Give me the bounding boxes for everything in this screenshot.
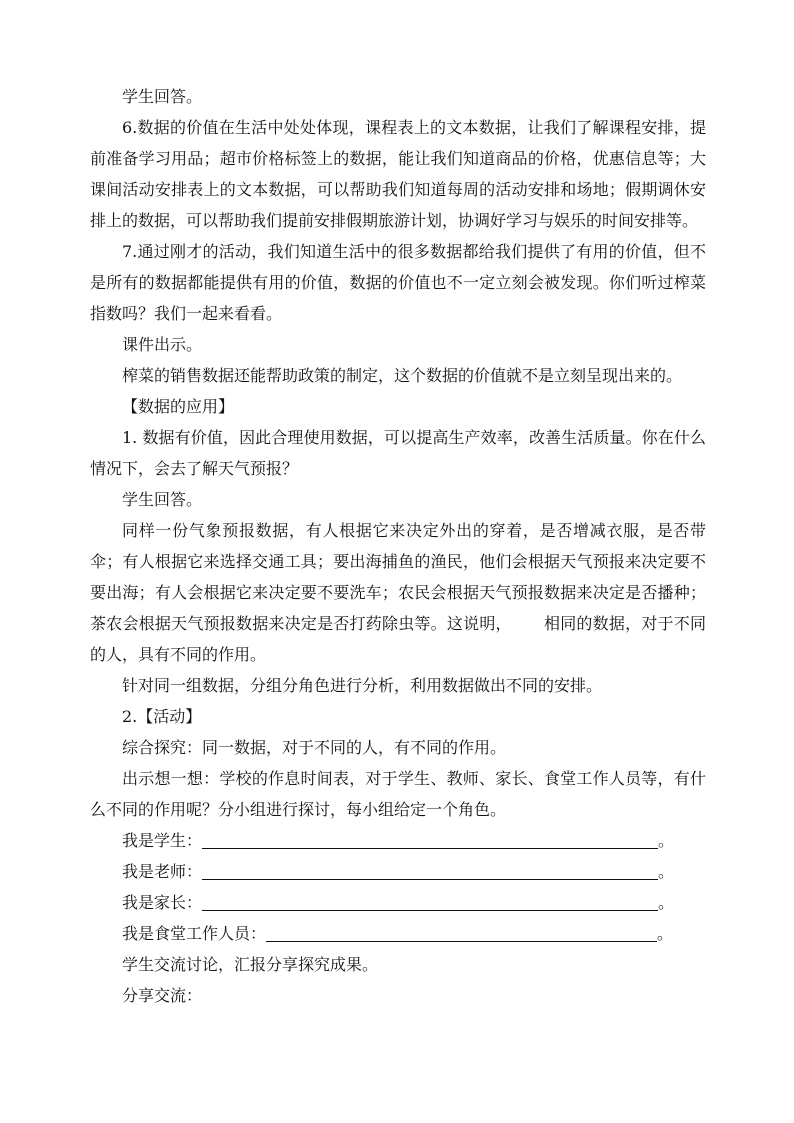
paragraph-think: 出示想一想：学校的作息时间表，对于学生、教师、家长、食堂工作人员等，有什么不同的作用呢？分小组进行探讨，每小组给定一个角色。 <box>90 769 706 819</box>
paragraph-weather-uses <box>90 515 706 670</box>
paragraph-weather-question: 1. 数据有价值，因此合理使用数据，可以提高生产效率，改善生活质量。你在什么情况下，会去了解天气预报？ <box>90 428 706 478</box>
paragraph-weather-uses-part1: 同样一份气象预报数据，有人根据它来决定外出的穿着，是否增减衣服，是否带伞；有人根据它来选择交通工具；要出海捕鱼的渔民，他们会根据天气预报来决定要不要出海；有人会根据它来决定要不要洗车；农民会根据天气预报数据来决定是否播种；茶农会根据天气预报数据来决定是否打药除虫等。这说明， <box>90 521 706 633</box>
role-label-canteen: 我是食堂工作人员： <box>122 924 267 943</box>
role-line-student <box>90 825 706 856</box>
paragraph-data-value: 6.数据的价值在生活中处处体现，课程表上的文本数据，让我们了解课程安排，提前准备学习用品；超市价格标签上的数据，能让我们知道商品的价格，优惠信息等；大课间活动安排表上的文本数据，可以帮助我们知道每周的活动安排和场地；假期调休安排上的数据，可以帮助我们提前安排假期旅游计划，协调好学习与娱乐的时间安排等。 <box>90 118 706 230</box>
role-line-parent <box>90 887 706 918</box>
role-label-student: 我是学生： <box>122 831 203 850</box>
paragraph-group-analysis: 针对同一组数据，分组分角色进行分析，利用数据做出不同的安排。 <box>122 676 603 695</box>
section-heading-activity: 2.【活动】 <box>122 707 202 726</box>
fill-blank-parent[interactable] <box>202 888 658 911</box>
paragraph-courseware: 课件出示。 <box>122 335 203 354</box>
fill-blank-canteen[interactable] <box>266 919 657 942</box>
fill-blank-student[interactable] <box>202 826 658 849</box>
role-label-parent: 我是家长： <box>122 893 203 912</box>
paragraph-zhacai-intro: 7.通过刚才的活动，我们知道生活中的很多数据都给我们提供了有用的价值，但不是所有的数据都能提供有用的价值，数据的价值也不一定立刻会被发现。你们听过榨菜指数吗？我们一起来看看。 <box>90 242 706 323</box>
paragraph-student-answer-1: 学生回答。 <box>122 87 203 106</box>
role-line-end: 。 <box>658 893 675 912</box>
paragraph-discussion: 学生交流讨论，汇报分享探究成果。 <box>122 955 379 974</box>
role-line-canteen <box>90 918 706 949</box>
paragraph-share: 分享交流： <box>122 986 203 1005</box>
document-body <box>90 81 706 1011</box>
role-line-end: 。 <box>658 862 675 881</box>
paragraph-inquiry: 综合探究：同一数据，对于不同的人，有不同的作用。 <box>122 738 507 757</box>
paragraph-student-answer-2: 学生回答。 <box>122 490 203 509</box>
role-label-teacher: 我是老师： <box>122 862 203 881</box>
paragraph-weather-uses-part2: 相同的数据，对于不同的人，具有不同的作用。 <box>90 614 706 664</box>
section-heading-data-application: 【数据的应用】 <box>122 397 235 416</box>
role-line-end: 。 <box>658 831 675 850</box>
role-line-end: 。 <box>657 924 674 943</box>
role-line-teacher <box>90 856 706 887</box>
fill-blank-teacher[interactable] <box>202 857 658 880</box>
paragraph-zhacai-policy: 榨菜的销售数据还能帮助政策的制定，这个数据的价值就不是立刻呈现出来的。 <box>122 366 683 385</box>
